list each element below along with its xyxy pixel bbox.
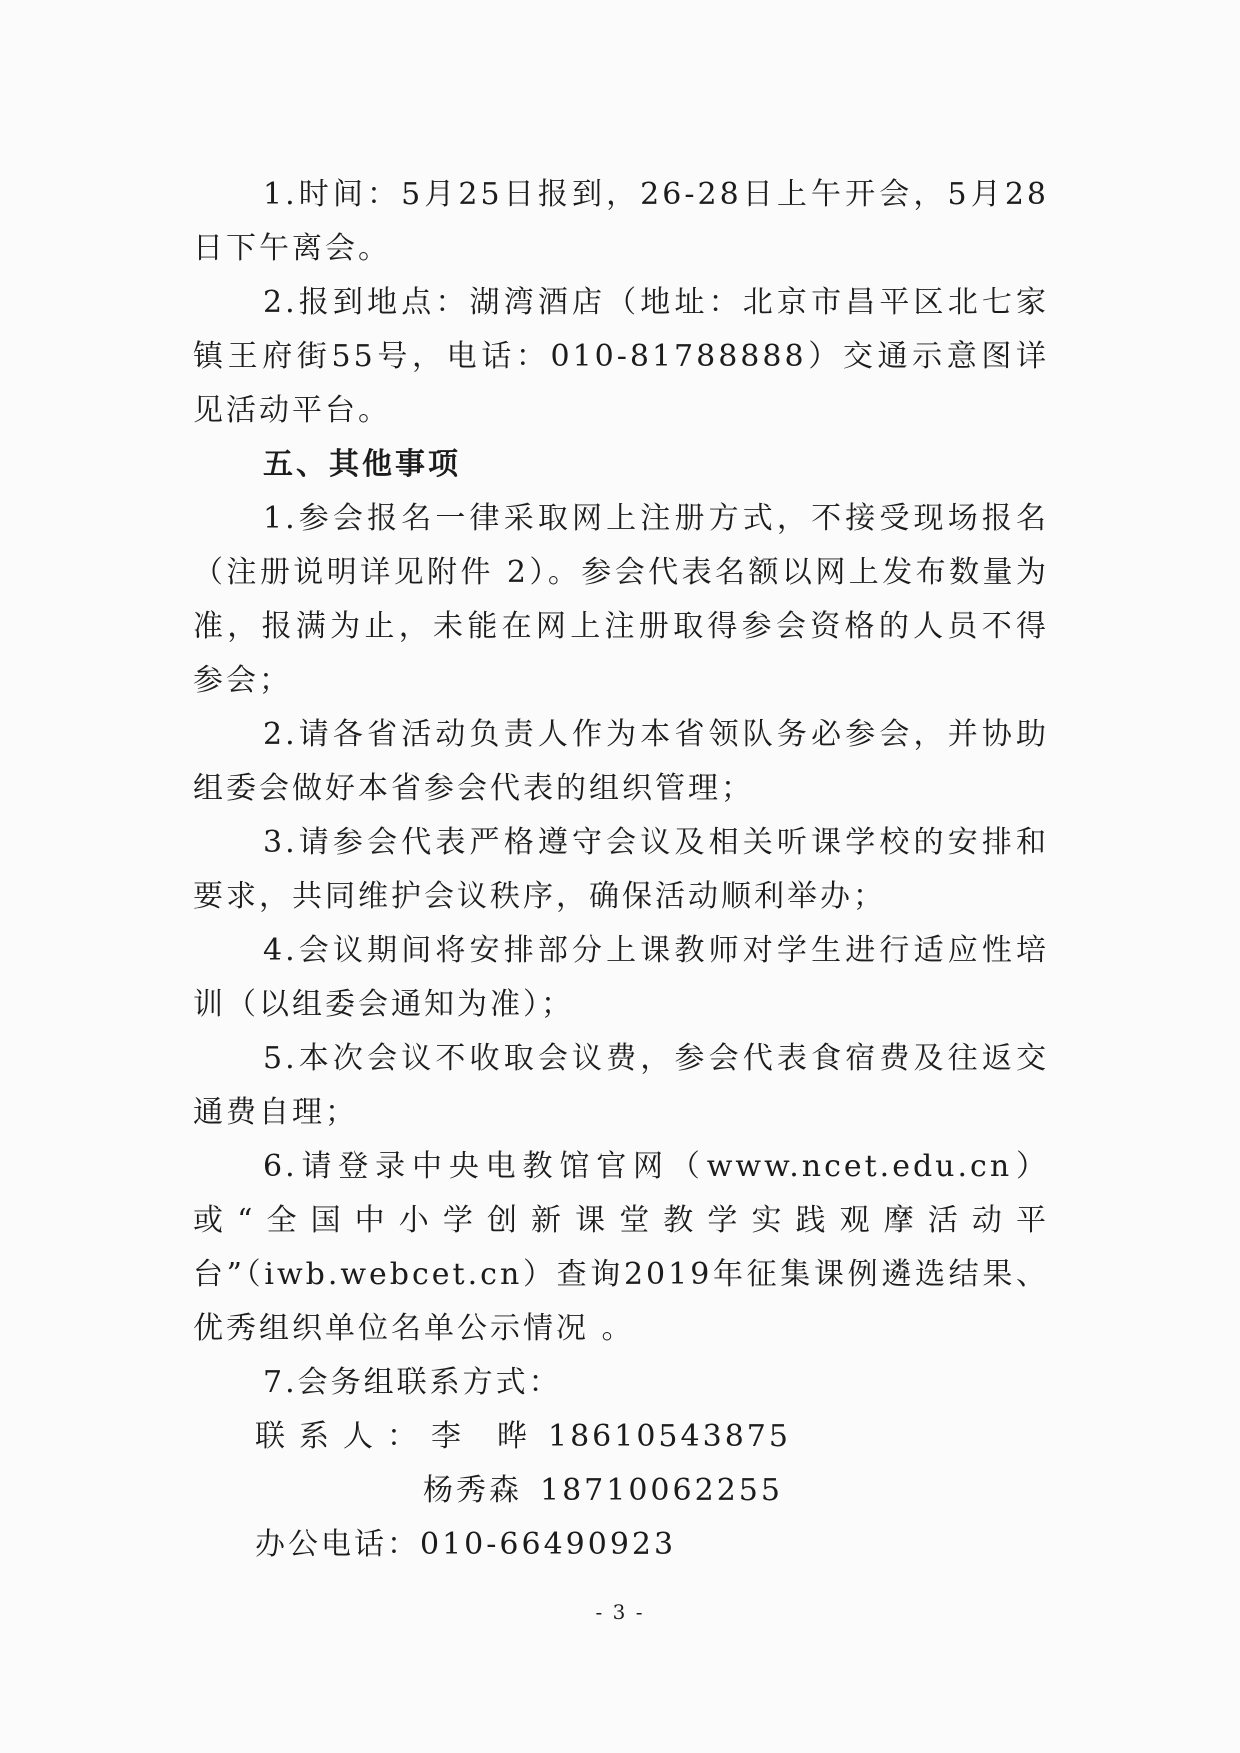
contact-row xyxy=(193,1464,1049,1518)
office-phone-row xyxy=(193,1518,1049,1572)
list-item: 5.本次会议不收取会议费，参会代表食宿费及往返交通费自理； xyxy=(193,1041,1049,1130)
list-item: 2.请各省活动负责人作为本省领队务必参会，并协助组委会做好本省参会代表的组织管理； xyxy=(193,717,1049,806)
contact-phone: 18610543875 xyxy=(548,1419,791,1454)
document-body xyxy=(193,168,1049,1572)
list-item: 1.参会报名一律采取网上注册方式，不接受现场报名（注册说明详见附件 2）。参会代表名额以网上发布数量为准，报满为止，未能在网上注册取得参会资格的人员不得参会； xyxy=(193,501,1049,698)
list-item: 3.请参会代表严格遵守会议及相关听课学校的安排和要求，共同维护会议秩序，确保活动顺利举办； xyxy=(193,825,1049,914)
office-phone: 010-66490923 xyxy=(420,1527,677,1562)
contact-name: 杨秀森 xyxy=(423,1473,522,1508)
page-number: - 3 - xyxy=(595,1600,645,1624)
contact-name: 李 晔 xyxy=(431,1419,530,1454)
contact-phone: 18710062255 xyxy=(540,1473,783,1508)
section-heading: 五、其他事项 xyxy=(263,447,461,482)
list-item: 6.请登录中央电教馆官网（www.ncet.edu.cn）或“全国中小学创新课堂教学实践观摩活动平台”（iwb.webcet.cn）查询2019年征集课例遴选结果、优秀组织单位名单公示情况 。 xyxy=(193,1149,1049,1346)
list-item: 4.会议期间将安排部分上课教师对学生进行适应性培训（以组委会通知为准）； xyxy=(193,933,1049,1022)
paragraph-location: 2.报到地点：湖湾酒店（地址：北京市昌平区北七家镇王府街55号，电话：010-81788888）交通示意图详见活动平台。 xyxy=(193,285,1049,428)
paragraph-time: 1.时间：5月25日报到，26-28日上午开会，5月28日下午离会。 xyxy=(193,177,1049,266)
list-item: 7.会务组联系方式： xyxy=(263,1365,562,1400)
contact-row xyxy=(193,1410,1049,1464)
office-phone-label: 办公电话： xyxy=(255,1527,420,1562)
contact-label: 联系人： xyxy=(255,1419,431,1454)
